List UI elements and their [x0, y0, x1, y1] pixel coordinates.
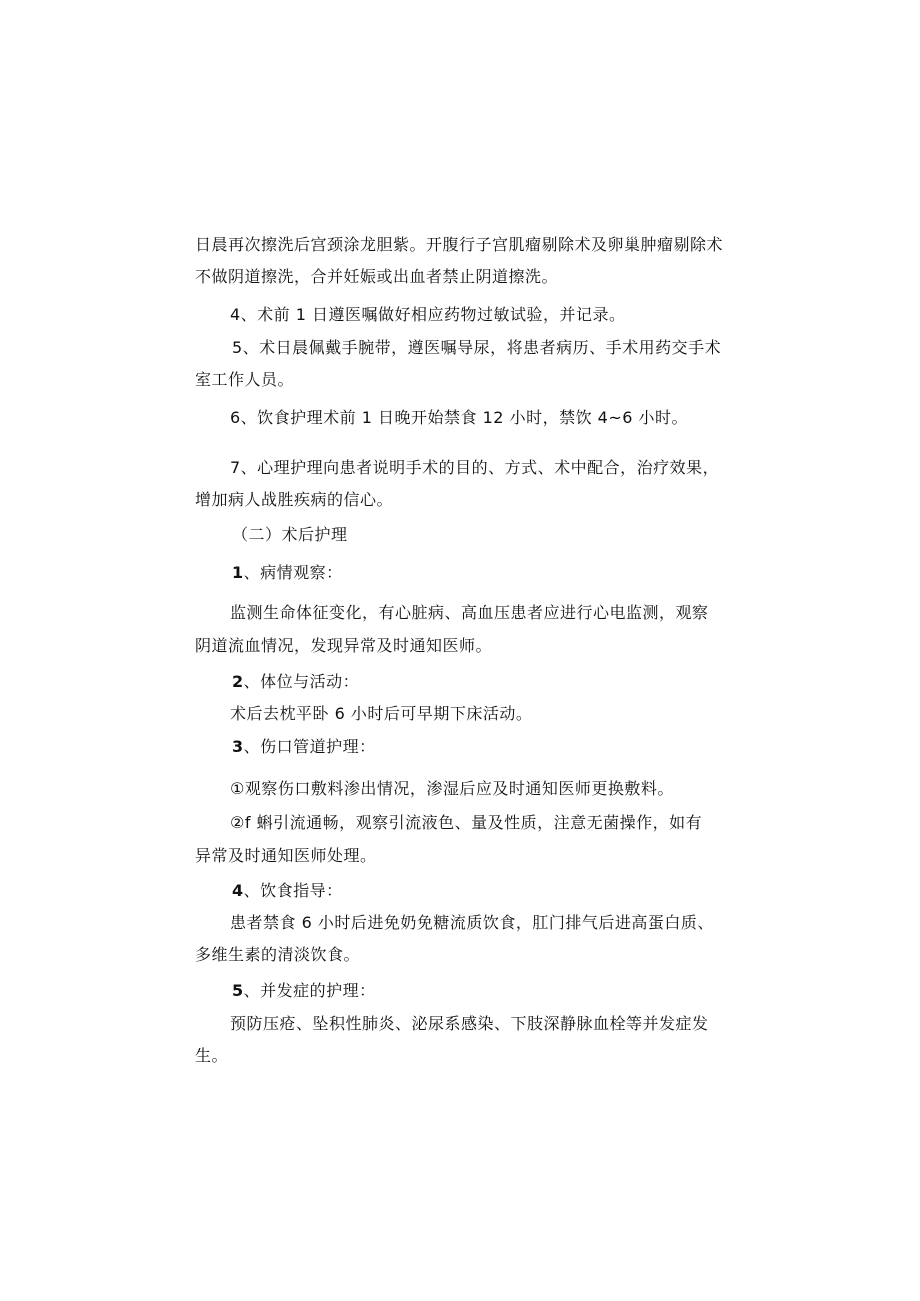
- pre-op-item-7-line-1: 7、心理护理向患者说明手术的目的、方式、术中配合，治疗效果，: [230, 458, 720, 477]
- post-op-3-body-line-2: ②f 蝌引流通畅，观察引流液色、量及性质，注意无菌操作，如有: [230, 813, 703, 832]
- paragraph-1-line-2: 不做阴道擦洗，合并妊娠或出血者禁止阴道擦洗。: [195, 267, 559, 286]
- post-op-heading-3-title: 、伤口管道护理：: [243, 737, 376, 756]
- pre-op-item-4: 4、术前 1 日遵医嘱做好相应药物过敏试验，并记录。: [230, 305, 626, 324]
- post-op-4-body-line-2: 多维生素的清淡饮食。: [195, 945, 361, 964]
- post-op-3-body-line-1: ①观察伤口敷料渗出情况，渗湿后应及时通知医师更换敷料。: [230, 779, 674, 798]
- pre-op-item-5-line-2: 室工作人员。: [195, 370, 295, 389]
- pre-op-item-5-line-1: 5、术日晨佩戴手腕带，遵医嘱导尿，将患者病历、手术用药交手术: [232, 338, 722, 357]
- section-heading-post-op: （二）术后护理: [232, 525, 348, 544]
- post-op-heading-3: [232, 737, 376, 757]
- post-op-heading-1-title: 、病情观察：: [243, 563, 343, 582]
- paragraph-1-line-1: 日晨再次擦洗后宫颈涂龙胆紫。开腹行子宫肌瘤剔除术及卵巢肿瘤剔除术: [195, 235, 724, 254]
- post-op-4-body-line-1: 患者禁食 6 小时后进免奶免糖流质饮食，肛门排气后进高蛋白质、: [230, 913, 714, 932]
- post-op-5-body-line-1: 预防压疮、坠积性肺炎、泌尿系感染、下肢深静脉血栓等并发症发: [230, 1014, 709, 1033]
- post-op-heading-4-title: 、饮食指导：: [243, 881, 343, 900]
- post-op-heading-1-number: 1: [232, 563, 244, 582]
- post-op-heading-5-number: 5: [232, 981, 244, 1000]
- post-op-heading-1: [232, 563, 343, 583]
- post-op-heading-3-number: 3: [232, 737, 244, 756]
- post-op-heading-2-title: 、体位与活动：: [243, 672, 360, 691]
- post-op-heading-2: [232, 672, 359, 692]
- post-op-3-body-line-3: 异常及时通知医师处理。: [195, 846, 377, 865]
- post-op-heading-2-number: 2: [232, 672, 244, 691]
- post-op-heading-4-number: 4: [232, 881, 244, 900]
- post-op-5-body-line-2: 生。: [195, 1046, 229, 1065]
- pre-op-item-6: 6、饮食护理术前 1 日晚开始禁食 12 小时，禁饮 4~6 小时。: [230, 408, 689, 427]
- post-op-1-body-line-2: 阴道流血情况，发现异常及时通知医师。: [195, 636, 493, 655]
- post-op-heading-5-title: 、并发症的护理：: [243, 981, 376, 1000]
- pre-op-item-7-line-2: 增加病人战胜疾病的信心。: [195, 490, 394, 509]
- post-op-1-body-line-1: 监测生命体征变化，有心脏病、高血压患者应进行心电监测，观察: [230, 603, 709, 622]
- post-op-heading-5: [232, 981, 376, 1001]
- post-op-heading-4: [232, 881, 343, 901]
- post-op-2-body-line-1: 术后去枕平卧 6 小时后可早期下床活动。: [230, 704, 533, 723]
